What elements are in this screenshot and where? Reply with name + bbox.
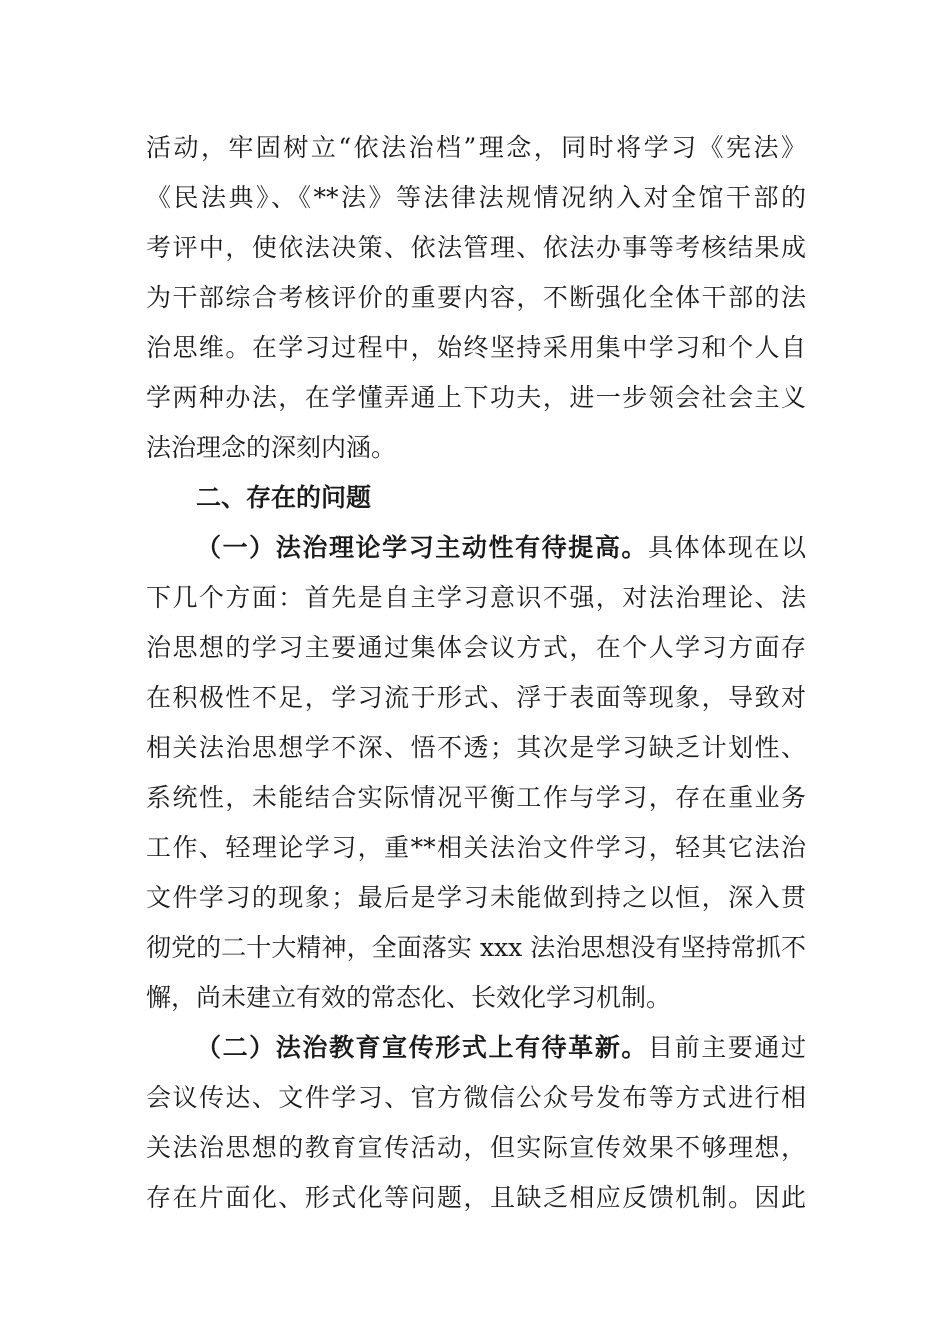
paragraph-line: 关法治思想的教育宣传活动，但实际宣传效果不够理想，	[146, 1133, 806, 1162]
paragraph-line: 学两种办法，在学懂弄通上下功夫，进一步领会社会主义	[146, 383, 806, 412]
paragraph-line: 会议传达、文件学习、官方微信公众号发布等方式进行相	[146, 1083, 806, 1112]
paragraph-line: 在积极性不足，学习流于形式、浮于表面等现象，导致对	[146, 683, 806, 712]
paragraph-line: 考评中，使依法决策、依法管理、依法办事等考核结果成	[146, 233, 806, 262]
item-first-line	[196, 531, 806, 565]
paragraph-line: 下几个方面：首先是自主学习意识不强，对法治理论、法	[146, 583, 806, 612]
item-title: （二）法治教育宣传形式上有待革新。	[196, 1033, 649, 1062]
paragraph-line: 为干部综合考核评价的重要内容，不断强化全体干部的法	[146, 283, 806, 312]
paragraph-line: 治思想的学习主要通过集体会议方式，在个人学习方面存	[146, 633, 806, 662]
section-heading: 二、存在的问题	[196, 483, 372, 512]
paragraph-line: 治思维。在学习过程中，始终坚持采用集中学习和个人自	[146, 333, 806, 362]
paragraph-line: 相关法治思想学不深、悟不透；其次是学习缺乏计划性、	[146, 733, 806, 762]
paragraph-line: 《民法典》、《**法》等法律法规情况纳入对全馆干部的	[146, 183, 806, 212]
item-first-line	[196, 1031, 806, 1065]
paragraph-line: 系统性，未能结合实际情况平衡工作与学习，存在重业务	[146, 783, 806, 812]
paragraph-line: 活动，牢固树立“依法治档”理念，同时将学习《宪法》	[146, 133, 806, 162]
item-first-line-rest: 具体体现在以	[648, 533, 806, 562]
paragraph-line: 文件学习的现象；最后是学习未能做到持之以恒，深入贯	[146, 883, 806, 912]
paragraph-line: 懈，尚未建立有效的常态化、长效化学习机制。	[146, 983, 672, 1012]
paragraph-line: 彻党的二十大精神，全面落实 xxx 法治思想没有坚持常抓不	[146, 933, 806, 962]
item-first-line-rest: 目前主要通过	[648, 1033, 806, 1062]
item-title: （一）法治理论学习主动性有待提高。	[196, 533, 649, 562]
paragraph-line: 法治理念的深刻内涵。	[146, 433, 397, 462]
paragraph-line: 存在片面化、形式化等问题，且缺乏相应反馈机制。因此	[146, 1183, 806, 1212]
paragraph-line: 工作、轻理论学习，重**相关法治文件学习，轻其它法治	[146, 833, 806, 862]
